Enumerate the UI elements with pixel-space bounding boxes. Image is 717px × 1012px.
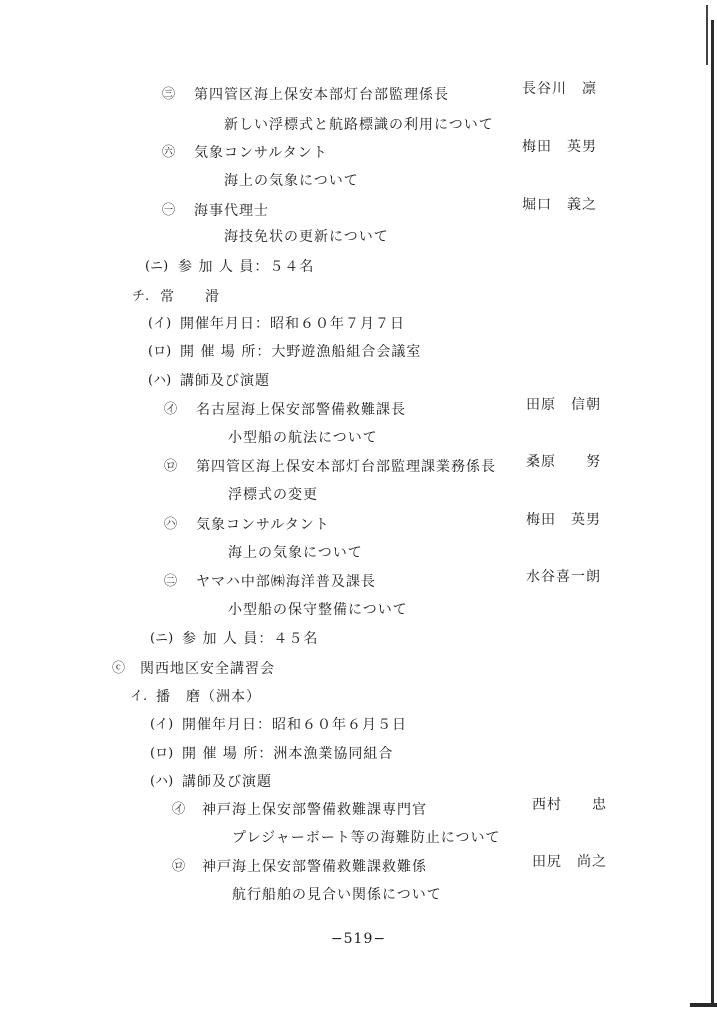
lecture-topic: 小型船の保守整備について bbox=[228, 602, 408, 618]
lecturer-title: 第四管区海上保安本部灯台部監理係長 bbox=[194, 87, 449, 103]
item-marker: (イ) bbox=[150, 717, 174, 732]
section-heading: 関西地区安全講習会 bbox=[140, 661, 275, 677]
scan-edge-line bbox=[711, 20, 714, 1005]
subsection-heading: 講師及び演題 bbox=[182, 774, 272, 790]
item-marker: ㋑ bbox=[164, 402, 178, 417]
meeting-date: 開催年月日：昭和６０年７月７日 bbox=[180, 316, 405, 332]
lecturer-title: 第四管区海上保安本部灯台部監理課業務係長 bbox=[196, 459, 496, 475]
lecturer-title: 神戸海上保安部警備救難課救難係 bbox=[202, 859, 427, 875]
attendance: 参 加 人 員：５４名 bbox=[178, 259, 315, 275]
lecture-topic: 小型船の航法について bbox=[228, 430, 378, 446]
item-marker: ㋺ bbox=[164, 459, 178, 474]
item-marker: ㋩ bbox=[164, 517, 178, 532]
item-marker: ㋑ bbox=[172, 802, 186, 817]
item-marker: ㊅ bbox=[162, 145, 176, 160]
lecture-topic: 浮標式の変更 bbox=[228, 487, 318, 503]
lecture-topic: 新しい浮標式と航路標識の利用について bbox=[224, 117, 494, 133]
lecturer-title: ヤマハ中部㈱海洋普及課長 bbox=[196, 574, 376, 590]
section-heading: 常 滑 bbox=[160, 289, 220, 305]
lecture-topic: 海上の気象について bbox=[228, 545, 363, 561]
item-marker: (ハ) bbox=[150, 774, 174, 789]
lecturer-title: 名古屋海上保安部警備救難課長 bbox=[196, 402, 406, 418]
item-marker: (ニ) bbox=[150, 631, 174, 646]
lecturer-name: 梅田 英男 bbox=[526, 512, 601, 528]
item-marker: (ハ) bbox=[148, 373, 172, 388]
lecturer-title: 神戸海上保安部警備救難課専門官 bbox=[202, 802, 427, 818]
attendance: 参 加 人 員：４５名 bbox=[182, 631, 319, 647]
lecture-topic: 航行船舶の見合い関係について bbox=[232, 887, 442, 903]
lecturer-name: 水谷喜一朗 bbox=[526, 569, 601, 585]
lecturer-title: 海事代理士 bbox=[194, 203, 269, 219]
meeting-venue: 開 催 場 所：大野遊漁船組合会議室 bbox=[180, 344, 422, 360]
page-number: −519− bbox=[330, 931, 387, 947]
meeting-date: 開催年月日：昭和６０年６月５日 bbox=[182, 717, 407, 733]
meeting-venue: 開 催 場 所：洲本漁業協同組合 bbox=[182, 746, 394, 762]
scan-edge-mark bbox=[706, 5, 708, 65]
lecturer-name: 梅田 英男 bbox=[522, 139, 597, 155]
lecturer-name: 田原 信朝 bbox=[526, 397, 601, 413]
lecturer-title: 気象コンサルタント bbox=[196, 517, 330, 533]
subsection-heading: 講師及び演題 bbox=[180, 373, 270, 389]
section-heading: 播 磨（洲本） bbox=[156, 689, 261, 705]
lecture-topic: プレジャーボート等の海難防止について bbox=[232, 830, 501, 846]
item-marker: ㋺ bbox=[172, 859, 186, 874]
lecturer-name: 桑原 努 bbox=[526, 454, 601, 470]
lecture-topic: 海上の気象について bbox=[224, 173, 359, 189]
item-marker: (ロ) bbox=[150, 746, 174, 761]
lecturer-name: 田尻 尚之 bbox=[532, 854, 607, 870]
item-marker: ㊂ bbox=[162, 87, 176, 102]
item-marker: (イ) bbox=[148, 316, 172, 331]
section-marker: ⓒ bbox=[112, 661, 126, 676]
section-marker: チ. bbox=[132, 289, 150, 304]
section-marker: イ. bbox=[130, 689, 148, 704]
scan-corner-mark bbox=[690, 1003, 717, 1007]
item-marker: (ロ) bbox=[148, 344, 172, 359]
lecturer-name: 堀口 義之 bbox=[522, 197, 597, 213]
lecturer-name: 西村 忠 bbox=[532, 797, 607, 813]
item-marker: (ニ) bbox=[145, 259, 169, 274]
lecturer-title: 気象コンサルタント bbox=[194, 145, 328, 161]
lecturer-name: 長谷川 凛 bbox=[522, 81, 597, 97]
lecture-topic: 海技免状の更新について bbox=[224, 229, 389, 245]
item-marker: ㊀ bbox=[162, 203, 176, 218]
item-marker: ㊁ bbox=[164, 574, 178, 589]
